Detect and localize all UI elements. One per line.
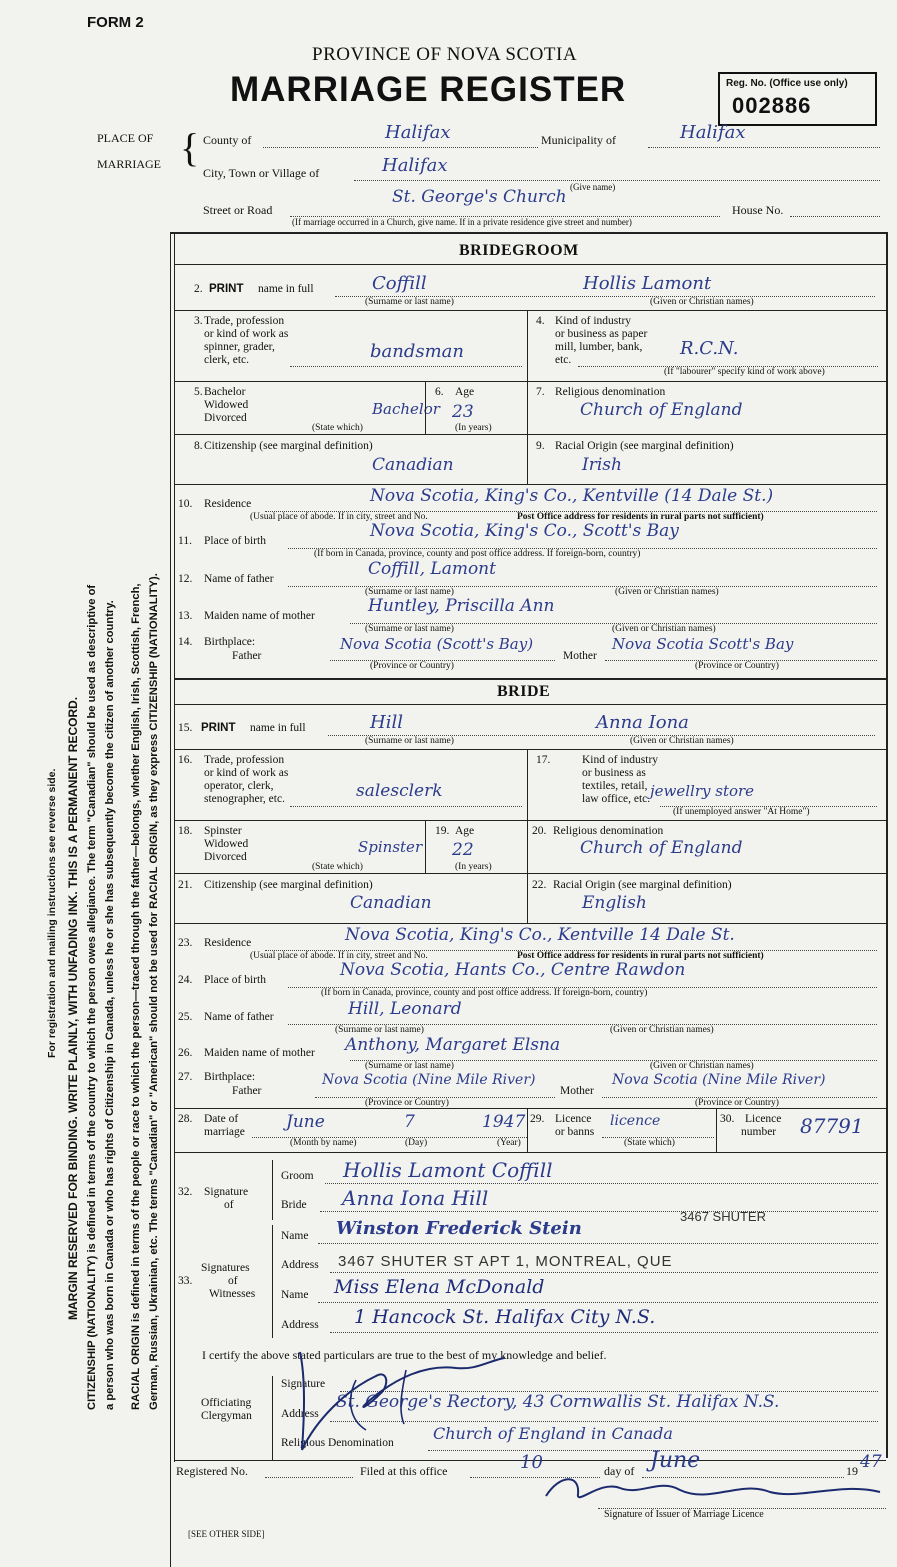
- licence-or-banns-value: licence: [610, 1113, 661, 1129]
- groom-trade-label-2: or kind of work as: [204, 328, 289, 340]
- groom-n6: 6.: [435, 386, 444, 398]
- groom-mother-given-caption: (Given or Christian names): [612, 624, 716, 634]
- groom-n2: 2.: [194, 283, 203, 295]
- groom-residence: Nova Scotia, King's Co., Kentville (14 Dale St.): [370, 486, 774, 506]
- bride-given-names: Anna Iona: [596, 712, 689, 733]
- bride-racial-label: Racial Origin (see marginal definition): [553, 879, 732, 891]
- bride-father-birthplace: Nova Scotia (Nine Mile River): [322, 1072, 536, 1088]
- groom-status-1: Bachelor: [204, 386, 246, 398]
- street-value: St. George's Church: [392, 187, 567, 207]
- rule: [174, 381, 886, 382]
- street-label: Street or Road: [203, 203, 273, 217]
- date-label-1: Date of: [204, 1113, 239, 1125]
- groom-father-given-caption: (Given or Christian names): [615, 587, 719, 597]
- rule: [527, 310, 528, 382]
- officiant-address-label: Address: [281, 1408, 319, 1420]
- w1-address-label: Address: [281, 1259, 319, 1271]
- house-line: [790, 216, 880, 217]
- bride-n17: 17.: [536, 754, 551, 766]
- bride-print-label: PRINT: [201, 722, 236, 734]
- page-title: MARRIAGE REGISTER: [230, 70, 627, 109]
- bride-industry-label-3: textiles, retail,: [582, 780, 648, 792]
- w2-name-label: Name: [281, 1289, 309, 1301]
- witness-1-extra: 3467 SHUTER: [680, 1209, 766, 1224]
- bride-n18: 18.: [178, 825, 193, 837]
- margin-line-2: MARGIN RESERVED FOR BINDING. WRITE PLAINLY, WITH UNFADING INK. THIS IS A PERMANENT RECORD.: [66, 696, 80, 1320]
- rule: [716, 1108, 717, 1152]
- rule: [174, 923, 886, 924]
- bride-status-3: Divorced: [204, 851, 247, 863]
- bride-father-label: Name of father: [204, 1011, 274, 1023]
- bride-n22: 22.: [532, 879, 547, 891]
- filed-year: 47: [860, 1452, 882, 1472]
- wit-label-1: Signatures: [201, 1262, 250, 1274]
- bride-industry: jewellry store: [650, 782, 755, 800]
- groom-residence-note-a: (Usual place of abode. If in city, street and No.: [250, 512, 428, 522]
- rule: [174, 264, 886, 265]
- marriage-day: 7: [404, 1112, 415, 1132]
- groom-industry: R.C.N.: [680, 338, 739, 359]
- bride-trade-label-3: operator, clerk,: [204, 780, 274, 792]
- witness-1-address: 3467 SHUTER ST APT 1, MONTREAL, QUE: [338, 1253, 673, 1270]
- groom-age: 23: [452, 402, 474, 422]
- groom-surname-caption: (Surname or last name): [365, 297, 454, 307]
- frame-right: [886, 232, 888, 1458]
- bride-n20: 20.: [532, 825, 547, 837]
- groom-sig-label: Groom: [281, 1170, 314, 1182]
- licence-number: 87791: [800, 1114, 864, 1138]
- groom-industry-note: (If "labourer" specify kind of work above): [664, 367, 825, 377]
- groom-mother-prov-caption: (Province or Country): [695, 661, 779, 671]
- rule: [272, 1160, 273, 1220]
- groom-given-names: Hollis Lamont: [583, 273, 712, 294]
- officiant-religion-label: Religious Denomination: [281, 1437, 394, 1449]
- give-name-caption: (Give name): [570, 182, 616, 192]
- reg-number-label: Reg. No. (Office use only): [726, 78, 848, 89]
- city-line: [354, 180, 880, 181]
- groom-n4: 4.: [536, 315, 545, 327]
- bride-industry-label-4: law office, etc.: [582, 793, 651, 805]
- registered-no-label: Registered No.: [176, 1464, 248, 1478]
- wit-n33: 33.: [178, 1275, 193, 1287]
- rule: [272, 1225, 273, 1338]
- bride-mother-word: Mother: [560, 1085, 594, 1097]
- bride-father-surname-caption: (Surname or last name): [335, 1025, 424, 1035]
- rule: [325, 1183, 878, 1184]
- groom-n10: 10.: [178, 498, 193, 510]
- bride-mother-given-caption: (Given or Christian names): [650, 1061, 754, 1071]
- groom-section-title: BRIDEGROOM: [459, 242, 579, 259]
- groom-residence-label: Residence: [204, 498, 252, 510]
- bride-industry-label-2: or business as: [582, 767, 646, 779]
- groom-racial-origin: Irish: [582, 455, 622, 475]
- witness-2-name: Miss Elena McDonald: [334, 1276, 545, 1298]
- groom-father-surname-caption: (Surname or last name): [365, 587, 454, 597]
- rule: [527, 434, 528, 484]
- bride-religion-label: Religious denomination: [553, 825, 664, 837]
- bride-status: Spinster: [358, 838, 423, 856]
- rule: [527, 820, 528, 873]
- form-number: FORM 2: [87, 14, 144, 31]
- w1-name-label: Name: [281, 1230, 309, 1242]
- rule: [290, 366, 522, 367]
- licence-number-label-1: Licence: [745, 1113, 782, 1125]
- day-of-label: day of: [604, 1464, 635, 1478]
- place-brace: {: [180, 125, 200, 170]
- bride-given-caption: (Given or Christian names): [630, 736, 734, 746]
- margin-line-4: a person who was born in Canada or who has rights of Citizenship in Canada, unless he or she has subsequently become the citizen of another country.: [104, 600, 116, 1410]
- groom-mother-label: Maiden name of mother: [204, 610, 315, 622]
- bride-trade-label-2: or kind of work as: [204, 767, 289, 779]
- frame-left-inner: [174, 232, 175, 1462]
- filed-month: June: [650, 1448, 701, 1473]
- sig-n32: 32.: [178, 1186, 193, 1198]
- bride-n26: 26.: [178, 1047, 193, 1059]
- bride-surname-caption: (Surname or last name): [365, 736, 454, 746]
- bride-bp-label-1: Birthplace:: [204, 1071, 256, 1083]
- see-other-side: [SEE OTHER SIDE]: [188, 1529, 265, 1539]
- officiant-religion: Church of England in Canada: [433, 1424, 673, 1443]
- bride-bp-label-2: Father: [232, 1085, 262, 1097]
- groom-mother-surname-caption: (Surname or last name): [365, 624, 454, 634]
- issuer-signature-caption: Signature of Issuer of Marriage Licence: [604, 1509, 764, 1520]
- groom-mother: Huntley, Priscilla Ann: [368, 596, 555, 616]
- groom-state-which: (State which): [312, 423, 363, 433]
- bride-father-given-caption: (Given or Christian names): [610, 1025, 714, 1035]
- day-caption: (Day): [405, 1138, 428, 1148]
- groom-trade-label-4: clerk, etc.: [204, 354, 250, 366]
- groom-father: Coffill, Lamont: [368, 559, 496, 579]
- groom-religion-label: Religious denomination: [555, 386, 666, 398]
- bride-industry-note: (If unemployed answer "At Home"): [673, 807, 810, 817]
- groom-status-2: Widowed: [204, 399, 249, 411]
- groom-citizenship-label: Citizenship (see marginal definition): [204, 440, 373, 452]
- marriage-n28: 28.: [178, 1113, 193, 1125]
- groom-citizenship: Canadian: [372, 455, 454, 475]
- groom-n11: 11.: [178, 535, 192, 547]
- rule: [527, 873, 528, 923]
- bride-status-2: Widowed: [204, 838, 249, 850]
- bride-state-which: (State which): [312, 862, 363, 872]
- bride-residence-label: Residence: [204, 937, 252, 949]
- bride-n23: 23.: [178, 937, 193, 949]
- rule: [330, 1272, 878, 1273]
- groom-name-label: name in full: [258, 283, 314, 295]
- groom-age-label: Age: [455, 386, 475, 398]
- wit-label-3: Witnesses: [209, 1288, 256, 1300]
- bride-name-label: name in full: [250, 722, 306, 734]
- bride-n24: 24.: [178, 974, 193, 986]
- marriage-year: 1947: [482, 1112, 526, 1132]
- groom-birthplace: Nova Scotia, King's Co., Scott's Bay: [370, 521, 679, 541]
- rule: [174, 484, 886, 485]
- frame-left-outer: [170, 232, 171, 1567]
- bride-age-label: Age: [455, 825, 475, 837]
- groom-print-label: PRINT: [209, 283, 244, 295]
- wit-label-2: of: [228, 1275, 238, 1287]
- bride-trade-label-4: stenographer, etc.: [204, 793, 285, 805]
- groom-industry-label-4: etc.: [555, 354, 572, 366]
- bride-birth-label: Place of birth: [204, 974, 266, 986]
- groom-n8: 8.: [194, 440, 203, 452]
- groom-trade-label-3: spinner, grader,: [204, 341, 275, 353]
- city-label: City, Town or Village of: [203, 166, 320, 180]
- county-line: [263, 147, 538, 148]
- groom-father-prov-caption: (Province or Country): [370, 661, 454, 671]
- bride-citizenship-label: Citizenship (see marginal definition): [204, 879, 373, 891]
- bride-mother-prov-caption: (Province or Country): [695, 1098, 779, 1108]
- groom-racial-label: Racial Origin (see marginal definition): [555, 440, 734, 452]
- bride-racial-origin: English: [582, 893, 647, 913]
- licence-label-2: or banns: [555, 1126, 595, 1138]
- bride-n25: 25.: [178, 1011, 193, 1023]
- groom-bp-label-2: Father: [232, 650, 262, 662]
- margin-line-1: For registration and mailing instructions see reverse side.: [46, 768, 58, 1058]
- groom-n5: 5.: [194, 386, 203, 398]
- street-note: (If marriage occurred in a Church, give name. If in a private residence give street and number): [292, 217, 632, 227]
- groom-n3: 3.: [194, 315, 203, 327]
- bride-birth-note: (If born in Canada, province, county and post office address. If foreign-born, country): [321, 988, 648, 998]
- bride-mother-surname-caption: (Surname or last name): [365, 1061, 454, 1071]
- rule: [174, 873, 886, 874]
- bride-birthplace: Nova Scotia, Hants Co., Centre Rawdon: [340, 960, 686, 980]
- bride-status-1: Spinster: [204, 825, 242, 837]
- groom-status: Bachelor: [372, 400, 440, 418]
- rule: [527, 381, 528, 434]
- sig-label-2: of: [224, 1199, 234, 1211]
- groom-n14: 14.: [178, 636, 193, 648]
- bride-section-title: BRIDE: [497, 683, 551, 700]
- licence-number-label-2: number: [741, 1126, 777, 1138]
- groom-religion: Church of England: [580, 400, 743, 420]
- marriage-n29: 29.: [530, 1113, 545, 1125]
- groom-trade-label-1: Trade, profession: [204, 315, 285, 327]
- margin-line-3: CITIZENSHIP (NATIONALITY) is defined in terms of the country to which the person owes allegiance. The term "Canadian" should be used as descriptive of: [86, 584, 98, 1410]
- groom-n7: 7.: [536, 386, 545, 398]
- city-value: Halifax: [382, 155, 448, 176]
- place-of-label: PLACE OF: [97, 131, 154, 145]
- officiant-address: St. George's Rectory, 43 Cornwallis St. Halifax N.S.: [336, 1392, 780, 1412]
- groom-residence-note-b: Post Office address for residents in rural parts not sufficient): [517, 512, 764, 522]
- marriage-label: MARRIAGE: [97, 157, 162, 171]
- officiant-signature-label: Signature: [281, 1378, 326, 1390]
- rule: [425, 820, 426, 873]
- bride-sig-label: Bride: [281, 1199, 307, 1211]
- bride-n27: 27.: [178, 1071, 193, 1083]
- bride-mother-birthplace: Nova Scotia (Nine Mile River): [612, 1072, 826, 1088]
- rule: [174, 678, 886, 680]
- rule: [174, 704, 886, 705]
- groom-given-caption: (Given or Christian names): [650, 297, 754, 307]
- groom-trade: bandsman: [370, 341, 464, 362]
- groom-n13: 13.: [178, 610, 193, 622]
- reg-number: 002886: [732, 93, 812, 118]
- bride-n19: 19.: [435, 825, 450, 837]
- groom-mother-word: Mother: [563, 650, 597, 662]
- rule: [174, 310, 886, 311]
- rule: [265, 1477, 353, 1478]
- county-value: Halifax: [385, 122, 451, 143]
- bride-n16: 16.: [178, 754, 193, 766]
- bride-industry-label-1: Kind of industry: [582, 754, 659, 766]
- rule: [330, 1332, 878, 1333]
- rule: [320, 1211, 878, 1212]
- bride-trade-label-1: Trade, profession: [204, 754, 285, 766]
- rule: [318, 1302, 878, 1303]
- bride-mother-label: Maiden name of mother: [204, 1047, 315, 1059]
- marriage-month: June: [286, 1112, 325, 1132]
- officiating-label-1: Officiating: [201, 1397, 252, 1409]
- bride-father: Hill, Leonard: [348, 999, 462, 1019]
- rule: [290, 806, 522, 807]
- bride-religion: Church of England: [580, 838, 743, 858]
- municipality-value: Halifax: [680, 122, 746, 143]
- groom-bp-label-1: Birthplace:: [204, 636, 256, 648]
- licence-label-1: Licence: [555, 1113, 592, 1125]
- bride-mother: Anthony, Margaret Elsna: [345, 1035, 561, 1055]
- bride-citizenship: Canadian: [350, 893, 432, 913]
- house-label: House No.: [732, 203, 784, 217]
- groom-birth-note: (If born in Canada, province, county and post office address. If foreign-born, country): [314, 549, 641, 559]
- rule: [527, 1108, 528, 1152]
- bride-years-caption: (In years): [455, 862, 492, 872]
- bride-trade: salesclerk: [356, 781, 443, 801]
- groom-n12: 12.: [178, 573, 193, 585]
- marriage-n30: 30.: [720, 1113, 735, 1125]
- rule: [527, 749, 528, 820]
- province-heading: PROVINCE OF NOVA SCOTIA: [312, 44, 578, 65]
- bride-n15: 15.: [178, 722, 193, 734]
- groom-mother-birthplace: Nova Scotia Scott's Bay: [612, 635, 794, 653]
- groom-industry-label-1: Kind of industry: [555, 315, 632, 327]
- date-label-2: marriage: [204, 1126, 245, 1138]
- filed-day: 10: [520, 1452, 543, 1473]
- rule: [425, 381, 426, 434]
- bride-residence-note-a: (Usual place of abode. If in city, street and No.: [250, 951, 428, 961]
- rule: [174, 1152, 886, 1153]
- witness-1-name: Winston Frederick Stein: [336, 1218, 582, 1239]
- officiating-label-2: Clergyman: [201, 1410, 252, 1422]
- groom-industry-label-3: mill, lumber, bank,: [555, 341, 643, 353]
- groom-birth-label: Place of birth: [204, 535, 266, 547]
- rule: [272, 1376, 273, 1460]
- county-label: County of: [203, 133, 252, 147]
- bride-residence-note-b: Post Office address for residents in rural parts not sufficient): [517, 951, 764, 961]
- sig-label-1: Signature: [204, 1186, 249, 1198]
- bride-signature: Anna Iona Hill: [342, 1186, 489, 1210]
- groom-surname: Coffill: [372, 273, 427, 294]
- margin-line-5: RACIAL ORIGIN is defined in terms of the people or race to which the person—traced through the father—belongs, whether English, Irish, Scottish, French,: [130, 583, 142, 1410]
- licence-state-which: (State which): [624, 1138, 675, 1148]
- groom-industry-label-2: or business as paper: [555, 328, 648, 340]
- groom-years-caption: (In years): [455, 423, 492, 433]
- groom-signature: Hollis Lamont Coffill: [343, 1158, 553, 1182]
- w2-address-label: Address: [281, 1319, 319, 1331]
- clergyman-signature-mark: [286, 1340, 526, 1460]
- margin-line-6: German, Russian, Ukrainian, etc. The terms "Canadian" or "American" should not be used for RACIAL ORIGIN, as they express CITIZENSHIP (NATIONALITY).: [148, 573, 160, 1410]
- municipality-line: [648, 147, 880, 148]
- groom-n9: 9.: [536, 440, 545, 452]
- bride-age: 22: [452, 840, 474, 860]
- groom-father-birthplace: Nova Scotia (Scott's Bay): [340, 635, 534, 653]
- municipality-label: Municipality of: [541, 133, 616, 147]
- rule: [174, 1108, 886, 1109]
- rule: [174, 434, 886, 435]
- witness-2-address: 1 Hancock St. Halifax City N.S.: [354, 1306, 656, 1328]
- issuer-signature-mark: [540, 1470, 888, 1510]
- frame-top: [170, 232, 888, 234]
- rule: [318, 1243, 878, 1244]
- rule: [174, 749, 886, 750]
- bride-father-prov-caption: (Province or Country): [365, 1098, 449, 1108]
- filed-label: Filed at this office: [360, 1464, 448, 1478]
- year-caption: (Year): [497, 1138, 521, 1148]
- filed-year-prefix: 19: [846, 1464, 858, 1478]
- rule: [174, 820, 886, 821]
- reg-number-box: [718, 72, 877, 126]
- certify-statement: I certify the above stated particulars are true to the best of my knowledge and belief.: [202, 1348, 607, 1362]
- bride-n21: 21.: [178, 879, 193, 891]
- month-caption: (Month by name): [290, 1138, 357, 1148]
- groom-status-3: Divorced: [204, 412, 247, 424]
- bride-residence: Nova Scotia, King's Co., Kentville 14 Dale St.: [345, 925, 735, 945]
- bride-surname: Hill: [370, 712, 403, 733]
- groom-father-label: Name of father: [204, 573, 274, 585]
